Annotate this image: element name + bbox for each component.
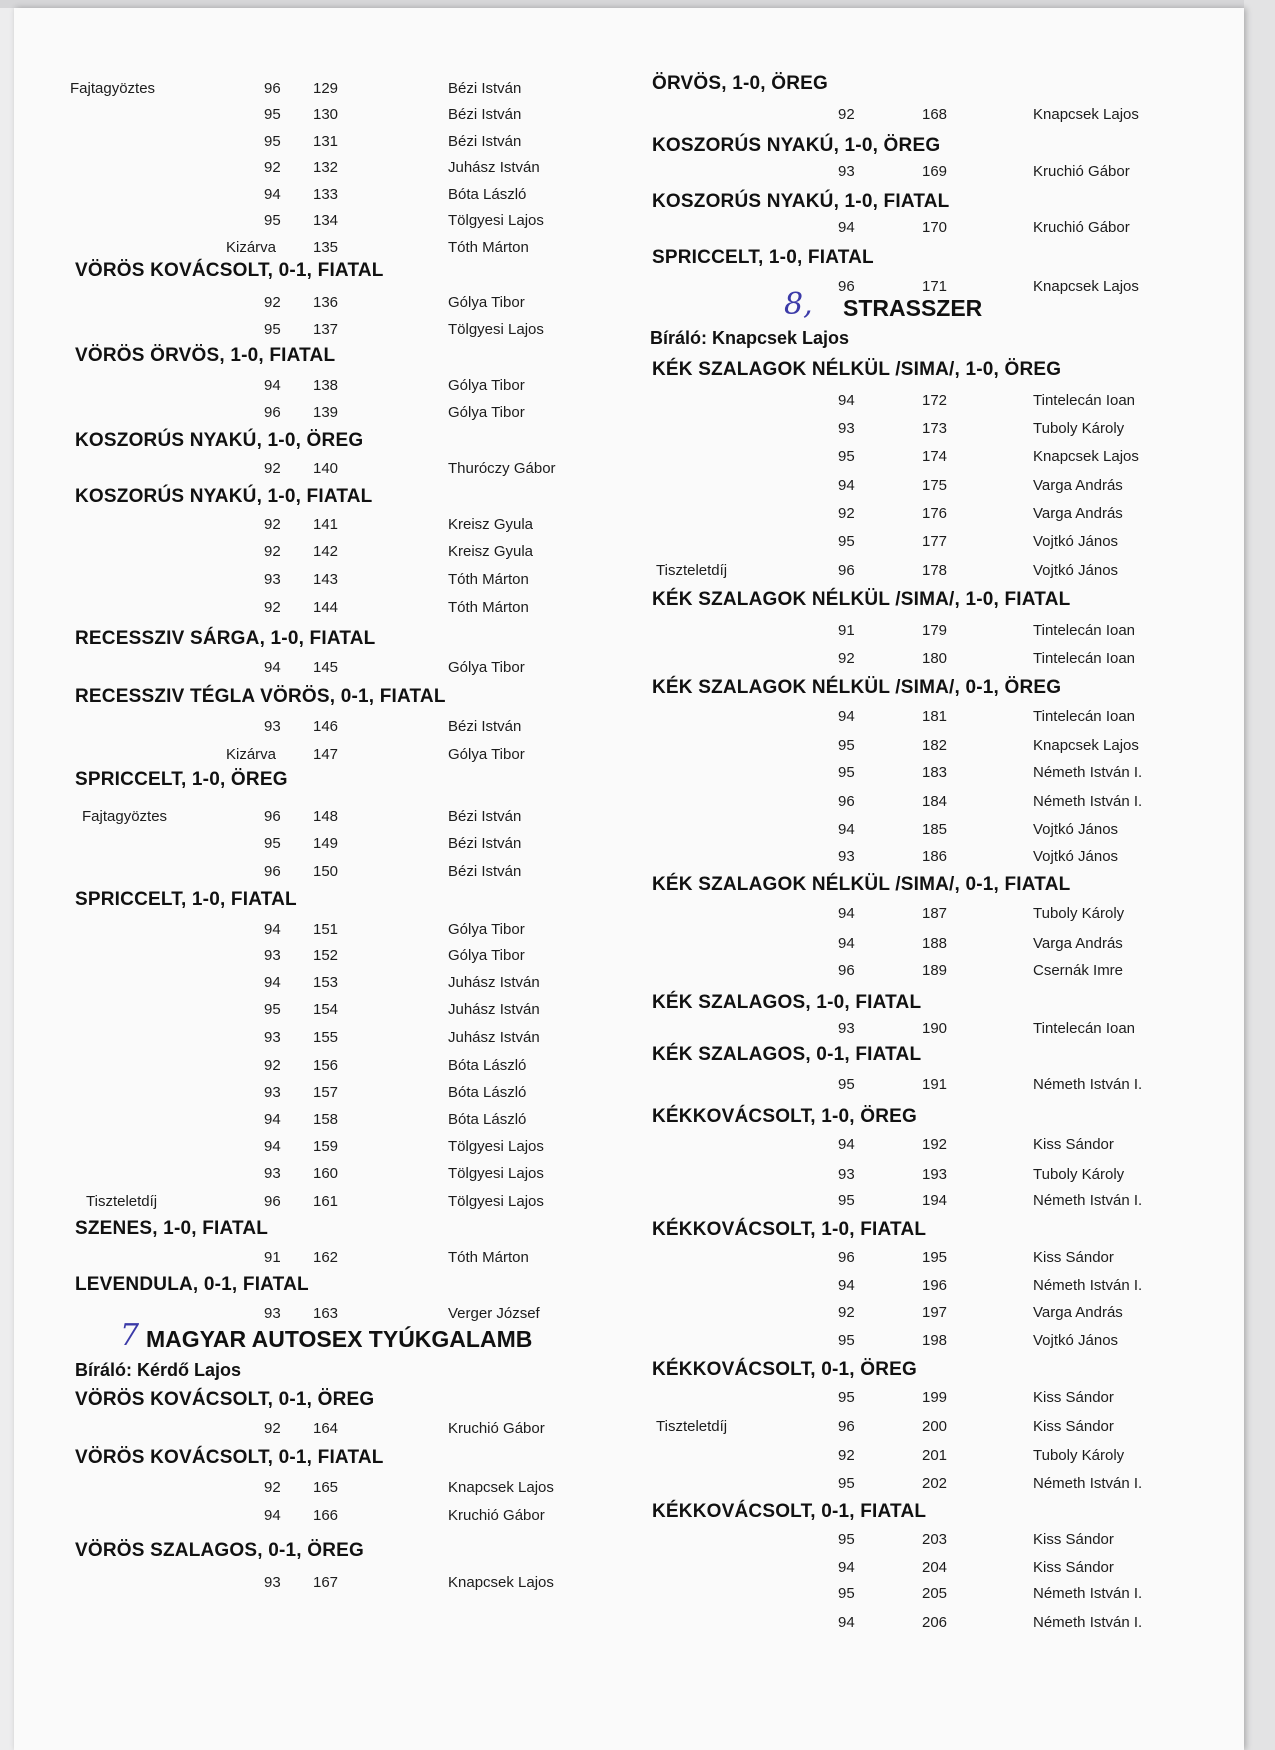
catalog-number: 174 [922,448,948,465]
catalog-number: 193 [922,1166,948,1183]
breeder-name: Kiss Sándor [1033,1531,1114,1548]
category-heading: KOSZORÚS NYAKÚ, 1-0, ÖREG [75,430,364,451]
breeder-name: Juhász István [448,159,540,176]
catalog-number: 149 [313,835,339,852]
catalog-number: 169 [922,163,948,180]
breeder-name: Bézi István [448,808,522,825]
year-code: 95 [264,133,281,150]
breeder-name: Bézi István [448,106,522,123]
year-code: 94 [838,1277,855,1294]
year-code: 92 [264,460,281,477]
category-heading: LEVENDULA, 0-1, FIATAL [75,1274,309,1295]
year-code: 95 [838,1332,855,1349]
category-heading: VÖRÖS KOVÁCSOLT, 0-1, FIATAL [75,1447,384,1468]
breeder-name: Tuboly Károly [1033,1166,1125,1183]
year-code: 95 [838,1192,855,1209]
breeder-name: Juhász István [448,1001,540,1018]
year-code: 92 [264,599,281,616]
catalog-number: 206 [922,1614,948,1631]
catalog-number: 146 [313,718,339,735]
award-tag: Kizárva [226,239,277,256]
breeder-name: Tintelecán Ioan [1033,392,1136,409]
breeder-name: Varga András [1033,505,1123,522]
year-code: 96 [264,863,281,880]
year-code: 95 [264,212,281,229]
year-code: 96 [838,793,855,810]
catalog-number: 137 [313,321,339,338]
catalog-number: 202 [922,1475,948,1492]
category-heading: KÉK SZALAGOS, 0-1, FIATAL [652,1044,922,1065]
year-code: 95 [838,1389,855,1406]
award-tag: Kizárva [226,746,277,763]
breeder-name: Vojtkó János [1033,1332,1119,1349]
catalog-number: 180 [922,650,948,667]
breeder-name: Kreisz Gyula [448,516,534,533]
year-code: 95 [838,1585,855,1602]
catalog-number: 183 [922,764,948,781]
catalog-number: 182 [922,737,948,754]
catalog-number: 159 [313,1138,339,1155]
year-code: 93 [264,1574,281,1591]
catalog-number: 140 [313,460,339,477]
year-code: 96 [264,404,281,421]
catalog-number: 194 [922,1192,948,1209]
year-code: 92 [838,505,855,522]
breeder-name: Tóth Márton [448,571,529,588]
year-code: 93 [264,1165,281,1182]
catalog-number: 144 [313,599,339,616]
category-heading: KÉKKOVÁCSOLT, 0-1, FIATAL [652,1501,927,1522]
year-code: 96 [264,80,281,97]
breeder-name: Bézi István [448,863,522,880]
year-code: 92 [838,106,855,123]
catalog-number: 160 [313,1165,339,1182]
breeder-name: Tölgyesi Lajos [448,1193,544,1210]
breeder-name: Kiss Sándor [1033,1389,1114,1406]
year-code: 95 [264,835,281,852]
year-code: 95 [838,533,855,550]
catalog-number: 178 [922,562,948,579]
year-code: 93 [264,571,281,588]
year-code: 94 [264,659,281,676]
catalog-number: 156 [313,1057,339,1074]
handwritten-section-number: 7 [120,1318,140,1353]
breeder-name: Kiss Sándor [1033,1136,1114,1153]
breeder-name: Tintelecán Ioan [1033,708,1136,725]
year-code: 94 [838,392,855,409]
breeder-name: Thuróczy Gábor [448,460,556,477]
year-code: 92 [838,650,855,667]
year-code: 94 [264,186,281,203]
breeder-name: Kreisz Gyula [448,543,534,560]
category-heading: KOSZORÚS NYAKÚ, 1-0, FIATAL [652,191,950,212]
catalog-number: 132 [313,159,339,176]
year-code: 94 [264,1507,281,1524]
catalog-number: 155 [313,1029,339,1046]
category-heading: ÖRVÖS, 1-0, ÖREG [652,73,829,94]
year-code: 95 [838,1531,855,1548]
breeder-name: Vojtkó János [1033,821,1119,838]
category-heading: VÖRÖS SZALAGOS, 0-1, ÖREG [75,1540,364,1561]
year-code: 96 [838,278,855,295]
year-code: 93 [838,848,855,865]
year-code: 92 [264,516,281,533]
catalog-number: 201 [922,1447,948,1464]
year-code: 93 [264,1305,281,1322]
catalog-number: 168 [922,106,948,123]
breeder-name: Gólya Tibor [448,294,525,311]
catalog-number: 163 [313,1305,339,1322]
catalog-number: 197 [922,1304,948,1321]
catalog-number: 133 [313,186,339,203]
breeder-name: Bézi István [448,718,522,735]
breeder-name: Tölgyesi Lajos [448,321,544,338]
year-code: 95 [838,764,855,781]
category-heading: KÉK SZALAGOS, 1-0, FIATAL [652,992,922,1013]
catalog-number: 166 [313,1507,339,1524]
category-heading: SPRICCELT, 1-0, FIATAL [652,247,874,268]
breeder-name: Varga András [1033,935,1123,952]
breeder-name: Tölgyesi Lajos [448,212,544,229]
catalog-number: 171 [922,278,948,295]
breeder-name: Tintelecán Ioan [1033,1020,1136,1037]
judge-line: Bíráló: Knapcsek Lajos [650,328,850,348]
breeder-name: Knapcsek Lajos [1033,448,1139,465]
year-code: 93 [838,1020,855,1037]
catalog-number: 165 [313,1479,339,1496]
breeder-name: Tuboly Károly [1033,905,1125,922]
category-heading: SZENES, 1-0, FIATAL [75,1218,269,1239]
category-heading: KÉK SZALAGOK NÉLKÜL /SIMA/, 0-1, FIATAL [652,874,1071,895]
catalog-number: 135 [313,239,339,256]
breeder-name: Vojtkó János [1033,562,1119,579]
breeder-name: Bóta László [448,1057,527,1074]
judge-line: Bíráló: Kérdő Lajos [75,1360,242,1380]
catalog-number: 187 [922,905,948,922]
category-heading: KÉKKOVÁCSOLT, 0-1, ÖREG [652,1359,918,1380]
scan-right-edge [1244,0,1275,1750]
breeder-name: Németh István I. [1033,1585,1143,1602]
catalog-number: 138 [313,377,339,394]
breeder-name: Gólya Tibor [448,921,525,938]
catalog-number: 142 [313,543,339,560]
breeder-name: Kruchió Gábor [448,1420,545,1437]
catalog-number: 162 [313,1249,339,1266]
catalog-number: 131 [313,133,339,150]
category-heading: KOSZORÚS NYAKÚ, 1-0, ÖREG [652,135,941,156]
year-code: 95 [264,1001,281,1018]
year-code: 96 [838,1418,855,1435]
breed-section-title: MAGYAR AUTOSEX TYÚKGALAMB [146,1326,533,1352]
catalog-number: 158 [313,1111,339,1128]
breeder-name: Vojtkó János [1033,848,1119,865]
breeder-name: Gólya Tibor [448,404,525,421]
catalog-number: 175 [922,477,948,494]
breeder-name: Németh István I. [1033,1475,1143,1492]
category-heading: KÉKKOVÁCSOLT, 1-0, ÖREG [652,1106,918,1127]
catalog-number: 173 [922,420,948,437]
catalog-number: 195 [922,1249,948,1266]
breeder-name: Verger József [448,1305,540,1322]
year-code: 96 [264,1193,281,1210]
breeder-name: Tölgyesi Lajos [448,1138,544,1155]
catalog-number: 200 [922,1418,948,1435]
year-code: 92 [264,1479,281,1496]
breeder-name: Kruchió Gábor [448,1507,545,1524]
catalog-number: 145 [313,659,339,676]
catalog-number: 190 [922,1020,948,1037]
category-heading: VÖRÖS KOVÁCSOLT, 0-1, ÖREG [75,1389,375,1410]
catalog-number: 147 [313,746,339,763]
catalog-number: 157 [313,1084,339,1101]
catalog-number: 167 [313,1574,339,1591]
breeder-name: Németh István I. [1033,1076,1143,1093]
year-code: 95 [838,448,855,465]
year-code: 93 [264,718,281,735]
catalog-number: 203 [922,1531,948,1548]
year-code: 93 [264,947,281,964]
year-code: 96 [264,808,281,825]
breeder-name: Kruchió Gábor [1033,163,1130,180]
catalog-number: 152 [313,947,339,964]
breeder-name: Gólya Tibor [448,659,525,676]
catalog-number: 189 [922,962,948,979]
catalog-number: 170 [922,219,948,236]
year-code: 94 [264,921,281,938]
year-code: 92 [264,159,281,176]
catalog-number: 199 [922,1389,948,1406]
catalog-number: 129 [313,80,339,97]
award-tag: Fajtagyöztes [70,80,156,97]
catalog-number: 134 [313,212,339,229]
year-code: 94 [264,377,281,394]
breeder-name: Kiss Sándor [1033,1249,1114,1266]
year-code: 94 [838,1559,855,1576]
category-heading: KÉK SZALAGOK NÉLKÜL /SIMA/, 1-0, FIATAL [652,589,1071,610]
breeder-name: Bézi István [448,133,522,150]
year-code: 95 [264,106,281,123]
catalog-number: 172 [922,392,948,409]
category-heading: KÉK SZALAGOK NÉLKÜL /SIMA/, 0-1, ÖREG [652,677,1062,698]
year-code: 95 [838,737,855,754]
year-code: 94 [264,1111,281,1128]
breeder-name: Kruchió Gábor [1033,219,1130,236]
breeder-name: Bézi István [448,835,522,852]
breeder-name: Vojtkó János [1033,533,1119,550]
catalog-number: 148 [313,808,339,825]
catalog-number: 177 [922,533,948,550]
year-code: 92 [264,1420,281,1437]
catalog-number: 153 [313,974,339,991]
breeder-name: Knapcsek Lajos [448,1574,554,1591]
breeder-name: Németh István I. [1033,793,1143,810]
breeder-name: Knapcsek Lajos [448,1479,554,1496]
year-code: 94 [838,219,855,236]
breeder-name: Varga András [1033,1304,1123,1321]
catalog-number: 185 [922,821,948,838]
catalog-number: 176 [922,505,948,522]
award-tag: Tiszteletdíj [656,562,728,579]
catalog-number: 179 [922,622,948,639]
catalog-number: 188 [922,935,948,952]
breed-section-title: STRASSZER [843,295,983,321]
category-heading: VÖRÖS KOVÁCSOLT, 0-1, FIATAL [75,260,384,281]
year-code: 96 [838,1249,855,1266]
document-page [14,8,1244,1750]
catalog-number: 136 [313,294,339,311]
breeder-name: Juhász István [448,974,540,991]
breeder-name: Németh István I. [1033,1192,1143,1209]
breeder-name: Tóth Márton [448,1249,529,1266]
breeder-name: Tintelecán Ioan [1033,622,1136,639]
breeder-name: Gólya Tibor [448,746,525,763]
breeder-name: Knapcsek Lajos [1033,278,1139,295]
breeder-name: Bézi István [448,80,522,97]
year-code: 92 [264,294,281,311]
breeder-name: Bóta László [448,1084,527,1101]
category-heading: KÉK SZALAGOK NÉLKÜL /SIMA/, 1-0, ÖREG [652,359,1062,380]
year-code: 94 [264,974,281,991]
year-code: 93 [264,1084,281,1101]
year-code: 91 [264,1249,281,1266]
year-code: 94 [838,1136,855,1153]
breeder-name: Juhász István [448,1029,540,1046]
year-code: 93 [838,163,855,180]
year-code: 92 [264,543,281,560]
category-heading: SPRICCELT, 1-0, FIATAL [75,889,297,910]
breeder-name: Bóta László [448,1111,527,1128]
breeder-name: Varga András [1033,477,1123,494]
breeder-name: Gólya Tibor [448,947,525,964]
year-code: 92 [838,1304,855,1321]
catalog-number: 161 [313,1193,339,1210]
catalog-number: 151 [313,921,339,938]
breeder-name: Gólya Tibor [448,377,525,394]
breeder-name: Németh István I. [1033,1277,1143,1294]
catalog-number: 164 [313,1420,339,1437]
breeder-name: Knapcsek Lajos [1033,737,1139,754]
breeder-name: Csernák Imre [1033,962,1124,979]
year-code: 95 [264,321,281,338]
catalog-number: 205 [922,1585,948,1602]
catalog-number: 186 [922,848,948,865]
catalog-number: 192 [922,1136,948,1153]
catalog-number: 139 [313,404,339,421]
year-code: 95 [838,1076,855,1093]
handwritten-section-number: 8, [784,287,813,322]
year-code: 94 [838,1614,855,1631]
breeder-name: Knapcsek Lajos [1033,106,1139,123]
year-code: 94 [838,821,855,838]
year-code: 96 [838,562,855,579]
catalog-number: 143 [313,571,339,588]
category-heading: RECESSZIV TÉGLA VÖRÖS, 0-1, FIATAL [75,686,446,707]
category-heading: KÉKKOVÁCSOLT, 1-0, FIATAL [652,1219,927,1240]
year-code: 94 [838,708,855,725]
year-code: 94 [838,905,855,922]
year-code: 94 [838,477,855,494]
breeder-name: Németh István I. [1033,1614,1143,1631]
catalog-number: 196 [922,1277,948,1294]
year-code: 93 [838,420,855,437]
breeder-name: Tintelecán Ioan [1033,650,1136,667]
year-code: 92 [838,1447,855,1464]
category-heading: RECESSZIV SÁRGA, 1-0, FIATAL [75,628,376,649]
award-tag: Tiszteletdíj [656,1418,728,1435]
year-code: 92 [264,1057,281,1074]
year-code: 91 [838,622,855,639]
catalog-number: 204 [922,1559,948,1576]
catalog-number: 191 [922,1076,948,1093]
catalog-number: 150 [313,863,339,880]
year-code: 93 [838,1166,855,1183]
catalog-number: 130 [313,106,339,123]
catalog-number: 198 [922,1332,948,1349]
breeder-name: Kiss Sándor [1033,1418,1114,1435]
catalog-number: 181 [922,708,948,725]
breeder-name: Tóth Márton [448,239,529,256]
catalog-number: 141 [313,516,339,533]
breeder-name: Bóta László [448,186,527,203]
category-heading: KOSZORÚS NYAKÚ, 1-0, FIATAL [75,486,373,507]
year-code: 93 [264,1029,281,1046]
breeder-name: Tuboly Károly [1033,420,1125,437]
category-heading: VÖRÖS ÖRVÖS, 1-0, FIATAL [75,345,336,366]
scan-top-edge [0,0,1275,8]
year-code: 95 [838,1475,855,1492]
year-code: 96 [838,962,855,979]
category-heading: SPRICCELT, 1-0, ÖREG [75,769,288,790]
award-tag: Tiszteletdíj [86,1193,158,1210]
award-tag: Fajtagyöztes [82,808,168,825]
breeder-name: Tuboly Károly [1033,1447,1125,1464]
year-code: 94 [264,1138,281,1155]
catalog-number: 184 [922,793,948,810]
catalog-number: 154 [313,1001,339,1018]
breeder-name: Németh István I. [1033,764,1143,781]
breeder-name: Kiss Sándor [1033,1559,1114,1576]
breeder-name: Tölgyesi Lajos [448,1165,544,1182]
year-code: 94 [838,935,855,952]
breeder-name: Tóth Márton [448,599,529,616]
